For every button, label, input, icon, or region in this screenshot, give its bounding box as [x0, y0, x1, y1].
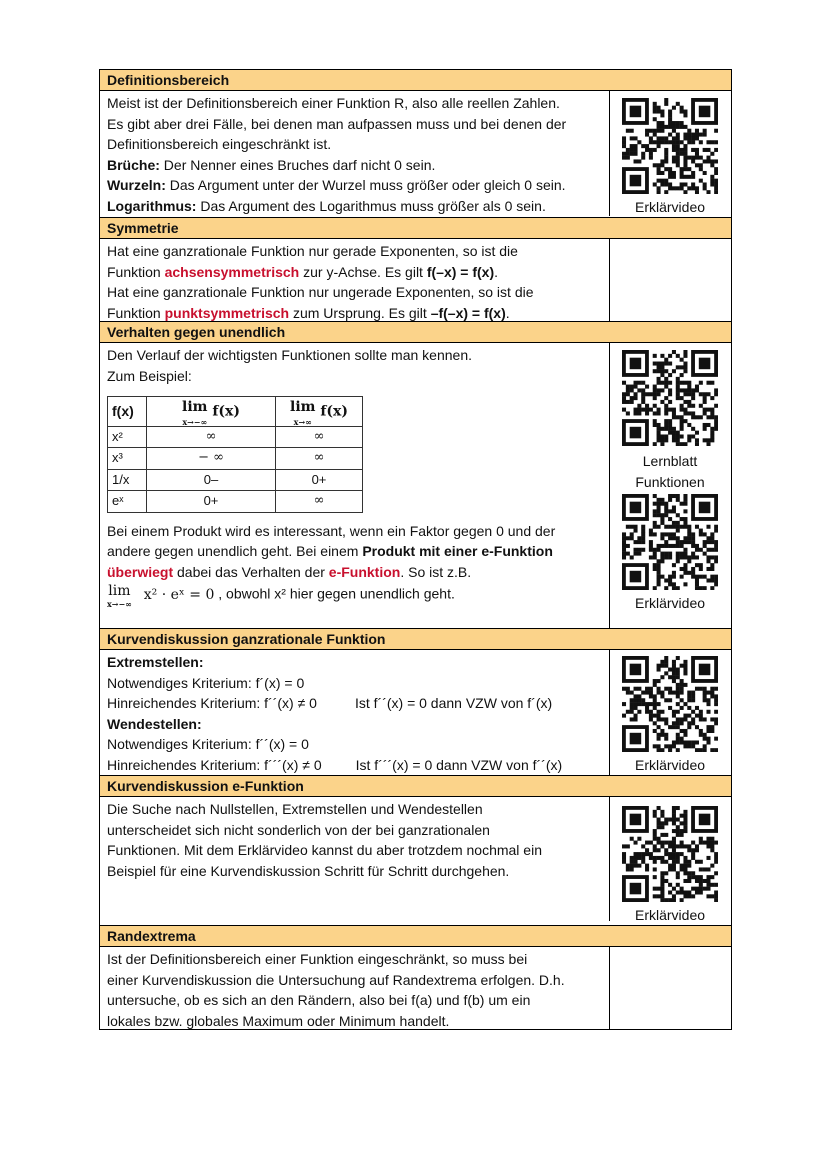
text-line: Zum Beispiel:: [107, 367, 192, 384]
text-line: lokales bzw. globales Maximum oder Minimum handelt.: [107, 1012, 450, 1029]
table-cell: 1/x: [108, 469, 147, 491]
table-row: [108, 426, 363, 448]
rule-label: Brüche:: [107, 156, 160, 173]
text-line: Bei einem Produkt wird es interessant, wenn ein Faktor gegen 0 und der: [107, 522, 556, 539]
section-efunktion: [100, 797, 731, 926]
text-line: Den Verlauf der wichtigsten Funktionen sollte man kennen.: [107, 347, 472, 363]
qr-code-icon[interactable]: [622, 806, 718, 902]
text-span: andere gegen unendlich geht. Bei einem: [107, 543, 363, 559]
highlight-punktsymmetrisch: punktsymmetrisch: [164, 304, 290, 321]
table-header-row: [108, 397, 363, 427]
lim-function: f(x): [320, 403, 348, 420]
table-cell: 0–: [147, 469, 276, 491]
text-line: Es gibt aber drei Fälle, bei denen man aufpassen muss und bei denen der: [107, 115, 567, 132]
table-header-lim-neg: [147, 397, 276, 427]
criterion-note: Ist f´´´(x) = 0 dann VZW von f´´(x): [355, 756, 563, 773]
text-span: zur y-Achse. Es gilt: [299, 263, 427, 280]
section-header-definitionsbereich: Definitionsbereich: [100, 70, 731, 91]
example-rest: , obwohl x² hier gegen unendlich geht.: [214, 585, 455, 602]
table-cell: ∞: [276, 426, 363, 448]
qr-cell: [610, 91, 730, 217]
empty-cell: [610, 239, 730, 321]
text-span: dabei das Verhalten der: [173, 563, 329, 580]
verhalten-text: [100, 343, 610, 628]
section-randextrema: [100, 947, 731, 1030]
empty-cell: [610, 947, 730, 1029]
table-row: [108, 448, 363, 470]
rule-logarithmus: [107, 196, 602, 217]
text-line: unterscheidet sich nicht sonderlich von der bei ganzrationalen: [107, 821, 490, 838]
text-line: [107, 303, 602, 324]
text-span: .: [505, 304, 510, 321]
table-row: [108, 491, 363, 513]
highlight-efunktion: e-Funktion: [328, 563, 401, 580]
qr-code-icon[interactable]: [622, 656, 718, 752]
text-line: [107, 541, 602, 562]
text-line: Funktionen. Mit dem Erklärvideo kannst du aber trotzdem nochmal ein: [107, 842, 542, 858]
section-symmetrie: [100, 239, 731, 322]
lim-operator: lim x→−∞: [182, 399, 208, 427]
section-definitionsbereich: [100, 91, 731, 218]
text-span: . So ist z.B.: [400, 563, 472, 580]
summary-sheet: [99, 69, 732, 1030]
subheading-extremstellen: Extremstellen:: [107, 654, 204, 670]
text-span: Funktion: [107, 263, 165, 280]
table-cell: eˣ: [108, 491, 147, 513]
text-line: einer Kurvendiskussion die Untersuchung auf Randextrema erfolgen. D.h.: [107, 971, 565, 988]
limits-table: [107, 396, 363, 513]
text-line: Hat eine ganzrationale Funktion nur ungerade Exponenten, so ist die: [107, 284, 534, 300]
table-row: [108, 469, 363, 491]
qr-cell: [610, 797, 730, 925]
qr-code-icon[interactable]: [622, 494, 718, 590]
qr-cell: [610, 343, 730, 628]
text-line: Notwendiges Kriterium: f´(x) = 0: [107, 674, 305, 691]
lim-operator: lim x→∞: [290, 399, 316, 427]
qr-caption: Lernblatt: [642, 453, 698, 469]
lim-operator: lim x→−∞: [107, 583, 132, 609]
section-header-symmetrie: Symmetrie: [100, 218, 731, 239]
text-line: [107, 562, 602, 583]
example-formula: x² · eˣ = 0: [143, 586, 215, 603]
text-line: Beispiel für eine Kurvendiskussion Schritt für Schritt durchgehen.: [107, 862, 510, 879]
text-span: zum Ursprung. Es gilt: [289, 304, 431, 321]
rule-label: Logarithmus:: [107, 197, 197, 214]
rule-brueche: [107, 155, 602, 176]
formula: f(–x) = f(x): [426, 263, 495, 280]
qr-caption: Erklärvideo: [634, 199, 706, 215]
text-line: [107, 755, 602, 776]
table-cell: ∞: [147, 426, 276, 448]
subheading-wendestellen: Wendestellen:: [107, 715, 202, 732]
text-line: Notwendiges Kriterium: f´´(x) = 0: [107, 736, 309, 752]
text-span: .: [494, 263, 499, 280]
lim-function: f(x): [212, 403, 240, 420]
text-span: Funktion: [107, 304, 165, 321]
efunktion-text: [100, 797, 610, 921]
section-header-verhalten: Verhalten gegen unendlich: [100, 322, 731, 343]
criterion: Hinreichendes Kriterium: f´´(x) ≠ 0: [107, 695, 317, 711]
rule-text: Der Nenner eines Bruches darf nicht 0 sein.: [159, 156, 436, 173]
table-cell: − ∞: [147, 448, 276, 470]
table-cell: 0+: [147, 491, 276, 513]
text-line: Meist ist der Definitionsbereich einer Funktion R, also alle reellen Zahlen.: [107, 95, 560, 111]
formula: –f(–x) = f(x): [430, 304, 506, 321]
highlight-achsensymmetrisch: achsensymmetrisch: [164, 263, 300, 280]
section-header-kurvendiskussion: Kurvendiskussion ganzrationale Funktion: [100, 629, 731, 650]
table-cell: ∞: [276, 448, 363, 470]
text-line: Die Suche nach Nullstellen, Extremstellen und Wendestellen: [107, 801, 483, 817]
rule-label: Wurzeln:: [107, 177, 166, 193]
rule-text: Das Argument des Logarithmus muss größer als 0 sein.: [196, 197, 546, 214]
definitionsbereich-text: [100, 91, 610, 216]
table-cell: ∞: [276, 491, 363, 513]
text-line: untersuche, ob es sich an den Rändern, also bei f(a) und f(b) um ein: [107, 992, 531, 1008]
qr-code-icon[interactable]: [622, 98, 718, 194]
table-cell: 0+: [276, 469, 363, 491]
text-line: Ist der Definitionsbereich einer Funktion eingeschränkt, so muss bei: [107, 951, 528, 967]
qr-cell: [610, 650, 730, 775]
example-line: [107, 582, 602, 608]
bold-text: Produkt mit einer e-Funktion: [362, 543, 553, 559]
text-line: Hat eine ganzrationale Funktion nur gerade Exponenten, so ist die: [107, 243, 518, 259]
randextrema-text: [100, 947, 610, 1029]
section-header-randextrema: Randextrema: [100, 926, 731, 947]
table-cell: x²: [108, 426, 147, 448]
table-header-lim-pos: [276, 397, 363, 427]
table-header-fx: f(x): [108, 397, 147, 427]
section-kurvendiskussion: [100, 650, 731, 776]
qr-caption: Funktionen: [635, 474, 705, 490]
highlight-ueberwiegt: überwiegt: [107, 563, 174, 580]
criterion: Hinreichendes Kriterium: f´´´(x) ≠ 0: [107, 756, 322, 773]
section-verhalten: [100, 343, 731, 629]
qr-caption: Erklärvideo: [634, 757, 706, 773]
kurvendiskussion-text: [100, 650, 610, 775]
text-line: [107, 262, 602, 283]
qr-code-icon[interactable]: [622, 350, 718, 446]
symmetrie-text: [100, 239, 610, 321]
rule-text: Das Argument unter der Wurzel muss größer oder gleich 0 sein.: [165, 177, 566, 193]
text-line: [107, 693, 602, 714]
qr-caption: Erklärvideo: [634, 907, 706, 923]
qr-caption: Erklärvideo: [634, 595, 706, 611]
section-header-efunktion: Kurvendiskussion e-Funktion: [100, 776, 731, 797]
text-line: Definitionsbereich eingeschränkt ist.: [107, 136, 332, 152]
table-cell: x³: [108, 448, 147, 470]
rule-wurzeln: [107, 175, 602, 196]
criterion-note: Ist f´´(x) = 0 dann VZW von f´(x): [354, 695, 553, 711]
